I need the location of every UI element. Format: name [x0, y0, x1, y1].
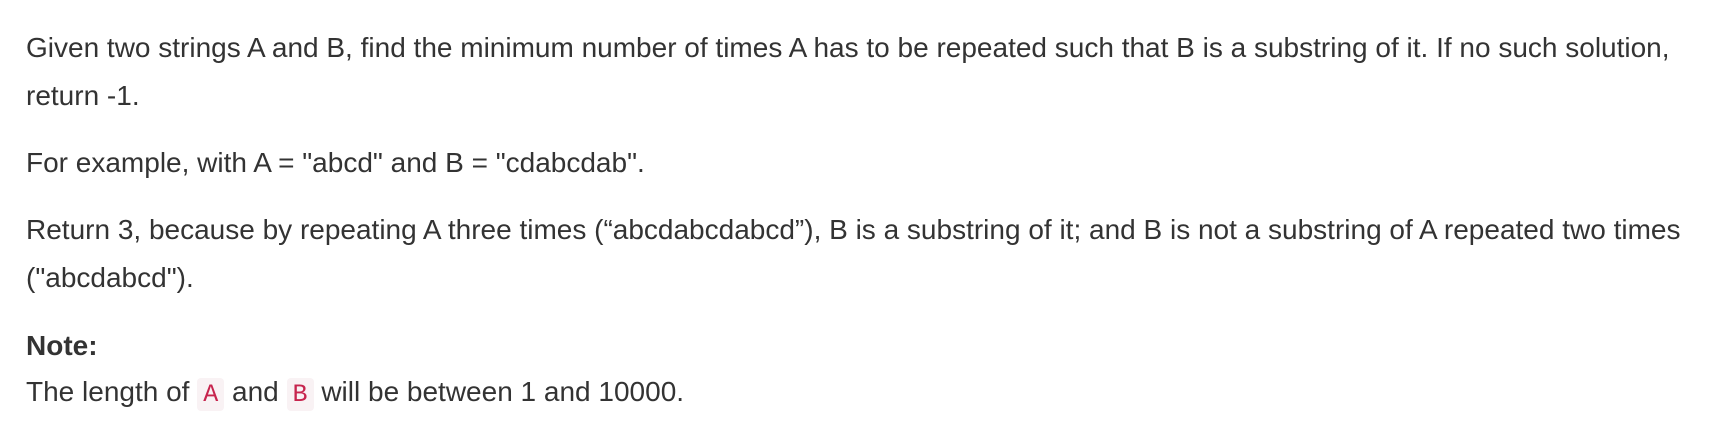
code-b: B: [287, 378, 314, 411]
note-prefix: The length of: [26, 376, 190, 407]
note-middle: and: [232, 376, 279, 407]
example-explanation: Return 3, because by repeating A three times (“abcdabcdabcd”), B is a substring of it; and B is not a substring of A repeated two times ("abcdabcd").: [26, 214, 1681, 293]
note-text: [26, 368, 1712, 419]
problem-description: [26, 24, 1712, 419]
note-title: Note:: [26, 330, 98, 361]
note-heading: [26, 324, 1712, 368]
problem-statement: Given two strings A and B, find the minimum number of times A has to be repeated such that B is a substring of it. If no such solution, return -1.: [26, 32, 1670, 111]
code-a: A: [197, 378, 224, 411]
note-suffix: will be between 1 and 10000.: [321, 376, 685, 407]
example-text: For example, with A = "abcd" and B = "cdabcdab".: [26, 147, 645, 178]
